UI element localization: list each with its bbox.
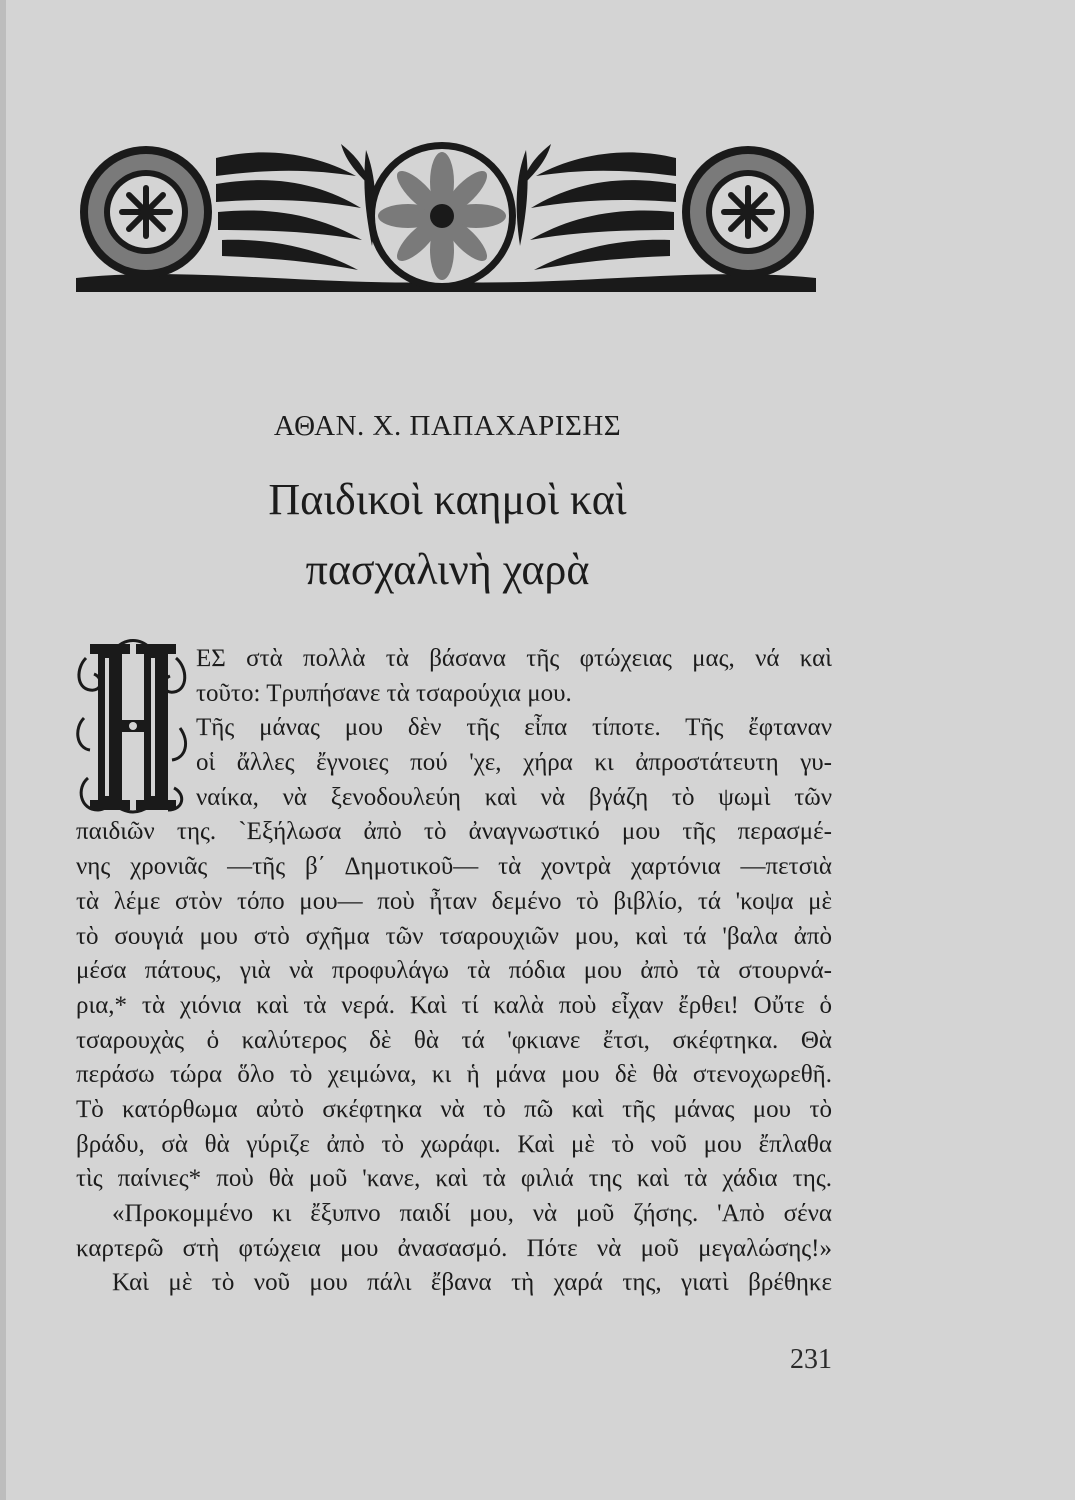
title-line-1: Παιδικοὶ καημοὶ καὶ [268, 475, 627, 524]
body-line: Τῆς μάνας μου δὲν τῆς εἶπα τίποτε. Τῆς ἔφταναν [196, 714, 832, 742]
body-text [76, 642, 832, 1301]
page-number: 231 [790, 1344, 832, 1375]
body-line: Καὶ μὲ τὸ νοῦ μου πάλι ἔβανα τὴ χαρά της, γιατὶ βρέθηκε [112, 1269, 832, 1297]
dropcap-letter: Η [76, 638, 77, 639]
body-line: παιδιῶν της. `Εξήλωσα ἀπὸ τὸ ἀναγνωστικό μου τῆς περασμέ- [76, 818, 832, 846]
body-line: μέσα πάτους, γιὰ νὰ προφυλάγω τὰ πόδια μου ἀπὸ τὰ στουρνά- [76, 957, 832, 985]
body-line: Τὸ κατόρθωμα αὐτὸ σκέφτηκα νὰ τὸ πῶ καὶ τῆς μάνας μου τὸ [76, 1095, 832, 1123]
body-line: «Προκομμένο κι ἔξυπνο παιδί μου, νὰ μοῦ ζήσης. 'Απὸ σένα [112, 1200, 832, 1227]
body-line: τὶς παίνιες* ποὺ θὰ μοῦ 'κανε, καὶ τὰ φιλιά της καὶ τὰ χάδια της. [76, 1165, 832, 1193]
body-line: βράδυ, σὰ θὰ γύριζε ἀπὸ τὸ χωράφι. Καὶ μὲ τὸ νοῦ μου ἔπλαθα [76, 1130, 832, 1158]
body-line: τὸ σουγιά μου στὸ σχῆμα τῶν τσαρουχιῶν μου, καὶ τά 'βαλα ἀπὸ [76, 922, 832, 950]
author-name: ΑΘΑΝ. Χ. ΠΑΠΑΧΑΡΙΣΗΣ [273, 410, 622, 442]
body-line: τοῦτο: Τρυπήσανε τὰ τσαρούχια μου. [196, 679, 572, 707]
body-line: οἱ ἄλλες ἔγνοιες πού 'χε, χήρα κι ἀπροστάτευτη γυ- [196, 749, 832, 777]
body-line: ρια,* τὰ χιόνια καὶ τὰ νερά. Καὶ τί καλὰ ποὺ εἶχαν ἔρθει! Οὔτε ὁ [76, 991, 832, 1019]
body-line: νης χρονιᾶς —τῆς β΄ Δημοτικοῦ— τὰ χοντρὰ χαρτόνια —πετσιὰ [76, 853, 832, 881]
body-line: ναίκα, νὰ ξενοδουλεύη καὶ νὰ βγάζη τὸ ψωμὶ τῶν [196, 783, 832, 811]
title-line-2: πασχαλινὴ χαρὰ [305, 545, 590, 594]
body-line: τὰ λέμε στὸν τόπο μου— ποὺ ἦταν δεμένο τὸ βιβλίο, τά 'κοψα μὲ [76, 887, 832, 915]
page-edge-shadow [0, 0, 6, 1500]
body-line: περάσω τώρα ὅλο τὸ χειμώνα, κι ἡ μάνα μου δὲ θὰ στενοχωρεθῆ. [76, 1061, 832, 1089]
body-line: ΕΣ στὰ πολλὰ τὰ βάσανα τῆς φτώχειας μας, νά καὶ [196, 645, 832, 672]
body-line: καρτερῶ στὴ φτώχεια μου ἀνασασμό. Πότε νὰ μοῦ μεγαλώσης!» [76, 1234, 832, 1262]
decorative-header-ornament [66, 136, 826, 296]
body-line: τσαρουχὰς ὁ καλύτερος δὲ θὰ τά 'φκιανε ἔτσι, σκέφτηκα. Θὰ [76, 1026, 832, 1054]
